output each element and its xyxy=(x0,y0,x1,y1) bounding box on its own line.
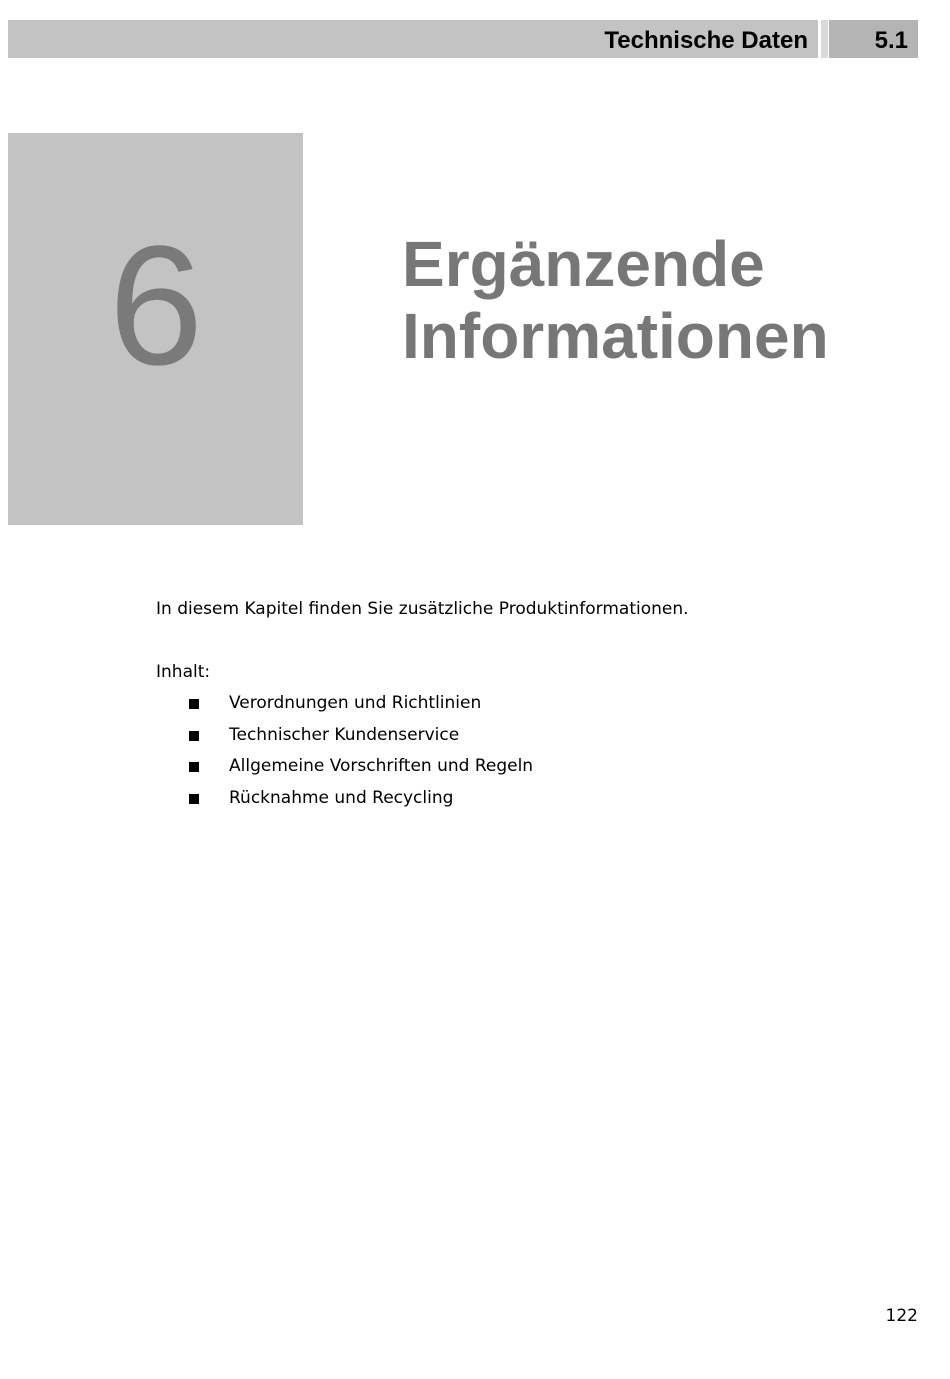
header-divider xyxy=(821,20,828,58)
chapter-number-box xyxy=(8,133,303,525)
contents-label: Inhalt: xyxy=(156,662,211,682)
header-section-box xyxy=(829,20,918,58)
list-item-label: Verordnungen und Richtlinien xyxy=(229,693,482,713)
section-number: 5.1 xyxy=(874,27,908,54)
list-item-label: Technischer Kundenservice xyxy=(229,724,460,745)
bullet-square-icon xyxy=(189,794,199,804)
list-item-label: Rücknahme und Recycling xyxy=(229,787,454,808)
page-number: 122 xyxy=(885,1306,918,1326)
chapter-title-line-1: Ergänzende xyxy=(402,228,765,300)
bullet-square-icon xyxy=(189,731,199,741)
chapter-number: 6 xyxy=(108,211,204,401)
intro-text: In diesem Kapitel finden Sie zusätzliche Produktinformationen. xyxy=(156,599,689,619)
bullet-square-icon xyxy=(189,699,199,709)
list-item-label: Allgemeine Vorschriften und Regeln xyxy=(229,756,534,776)
header-bar xyxy=(8,20,818,58)
bullet-square-icon xyxy=(189,762,199,772)
chapter-title xyxy=(402,228,829,372)
header-title: Technische Daten xyxy=(604,27,808,54)
chapter-title-line-2: Informationen xyxy=(402,300,829,372)
